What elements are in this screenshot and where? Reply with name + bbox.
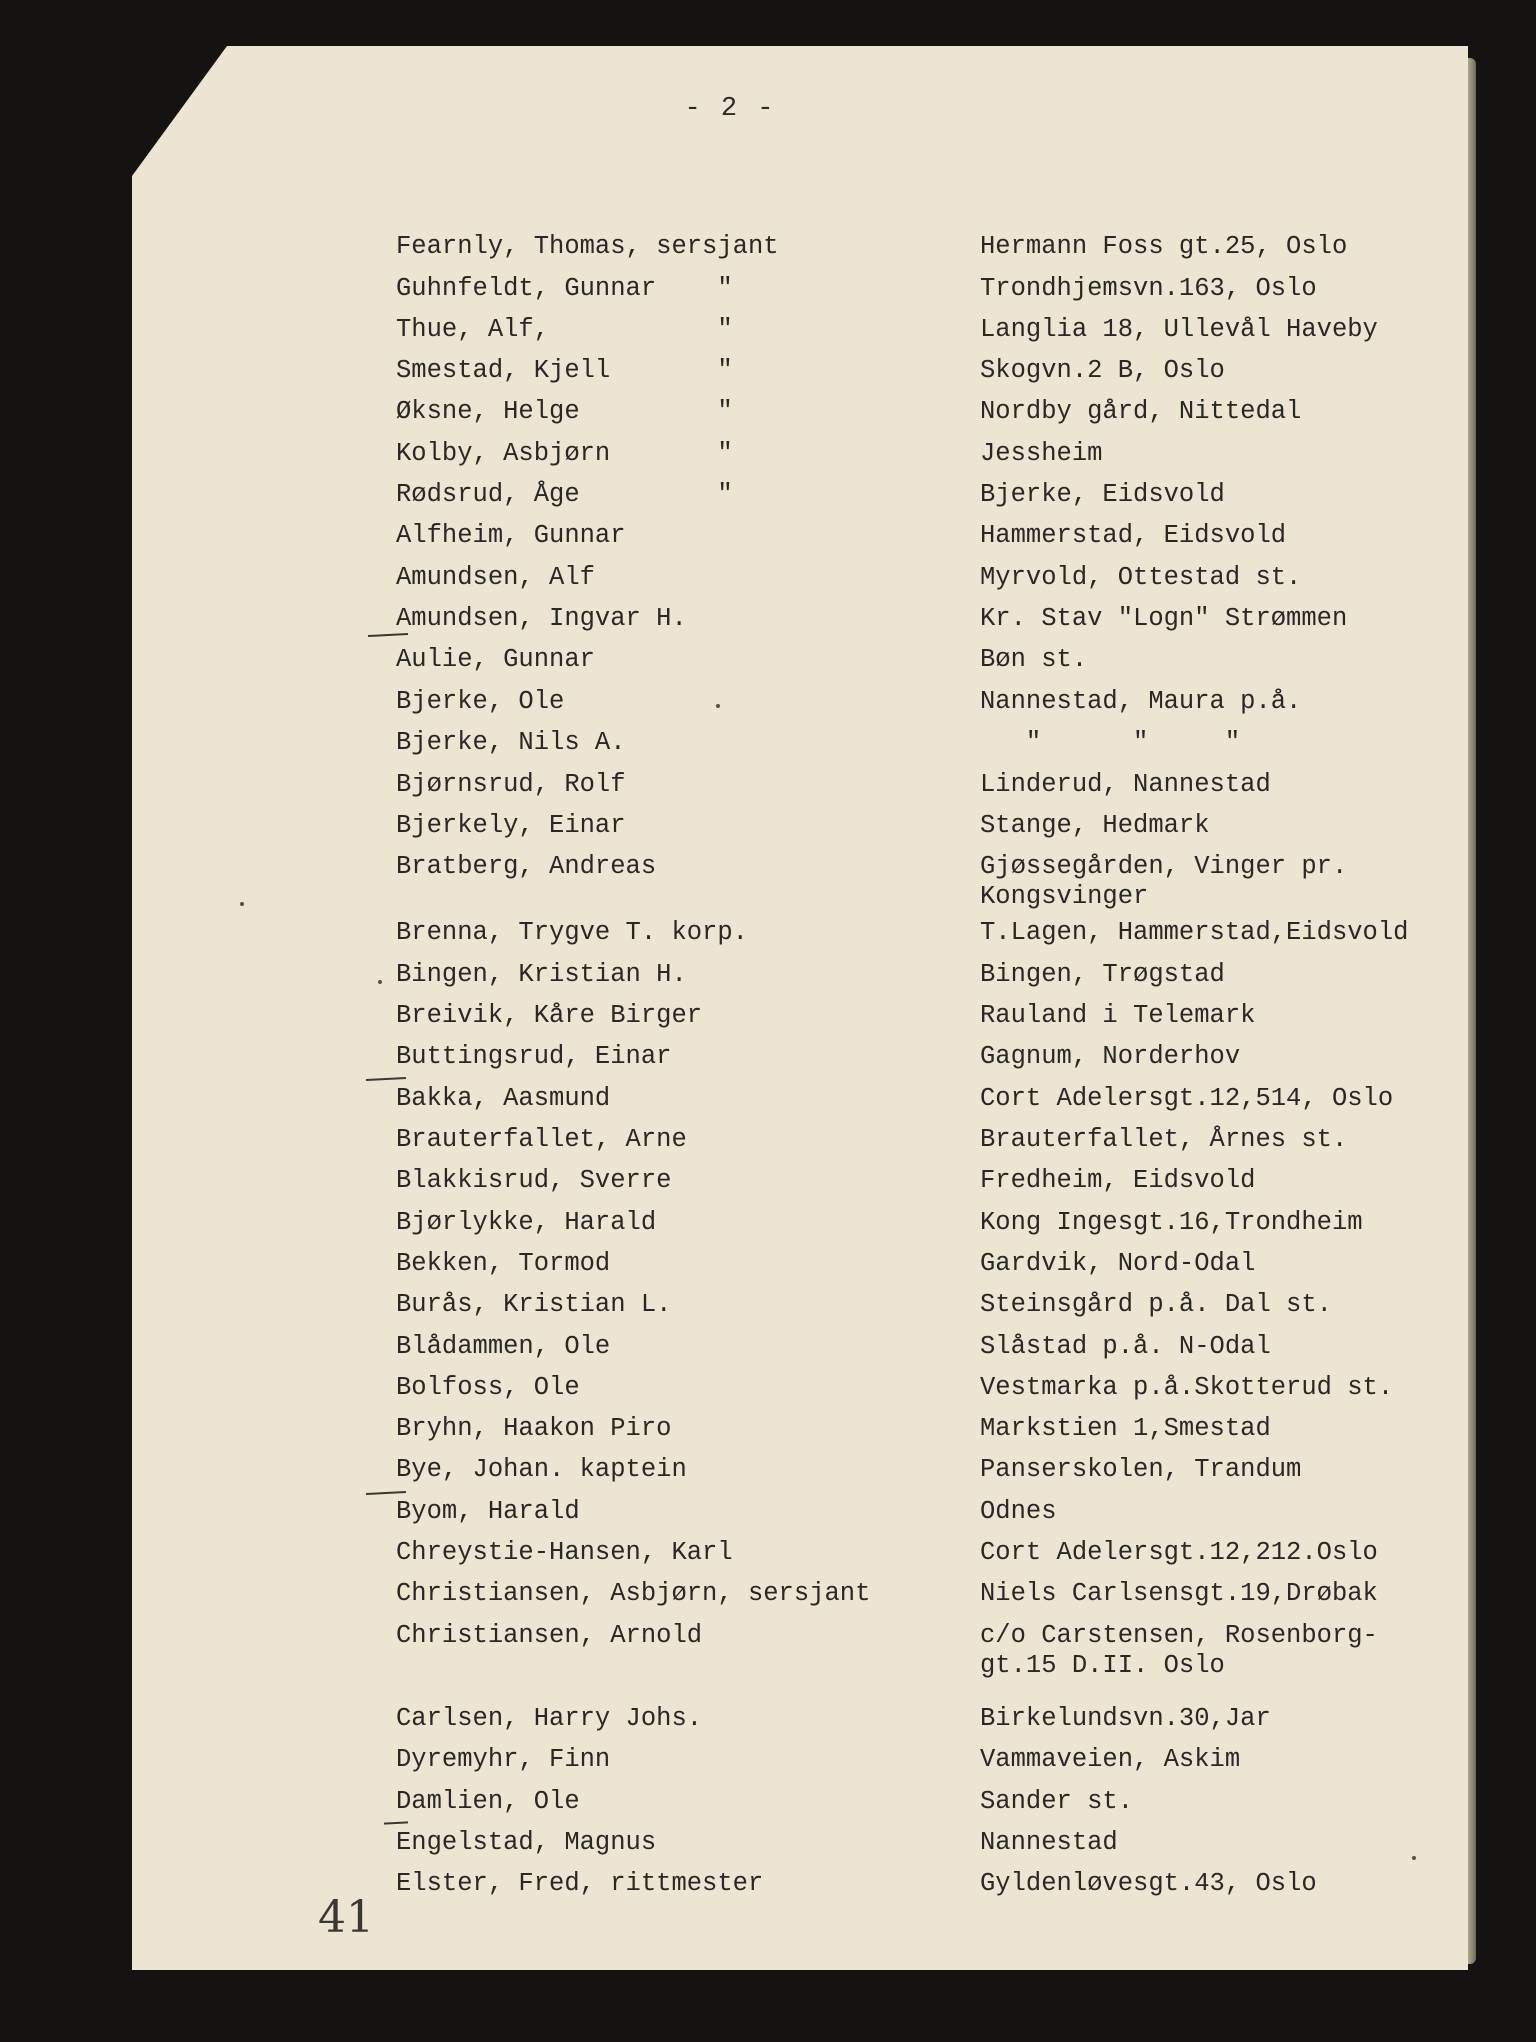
entry-name: Bakka, Aasmund [396, 1084, 611, 1113]
entry-name: Bjørlykke, Harald [396, 1208, 657, 1237]
entry-row [0, 811, 1536, 851]
entry-name: Fearnly, Thomas, sersjant [396, 232, 779, 261]
entry-address: Cort Adelersgt.12,212.Oslo [980, 1538, 1378, 1567]
entry-address: Stange, Hedmark [980, 811, 1210, 840]
entry-name: Rødsrud, Åge " [396, 480, 733, 509]
entry-row [0, 1745, 1536, 1785]
entry-row [0, 356, 1536, 396]
entry-address: Bjerke, Eidsvold [980, 480, 1225, 509]
entry-row [0, 1497, 1536, 1537]
entry-address: Linderud, Nannestad [980, 770, 1271, 799]
entry-row [0, 1414, 1536, 1454]
entry-name: Byom, Harald [396, 1497, 580, 1526]
entry-address: Kr. Stav "Logn" Strømmen [980, 604, 1348, 633]
entry-name: Christiansen, Arnold [396, 1621, 703, 1650]
entry-row [0, 918, 1536, 958]
entry-name: Amundsen, Alf [396, 563, 595, 592]
entry-address-continued: Kongsvinger [980, 882, 1149, 911]
entry-row [0, 397, 1536, 437]
entry-name: Bekken, Tormod [396, 1249, 611, 1278]
entry-row [0, 1704, 1536, 1744]
entry-address: Fredheim, Eidsvold [980, 1166, 1256, 1195]
entry-address: T.Lagen, Hammerstad,Eidsvold [980, 918, 1409, 947]
entry-row [0, 1538, 1536, 1578]
entry-row [0, 852, 1536, 911]
stray-dot [716, 704, 720, 708]
entry-row [0, 1621, 1536, 1680]
handwritten-number: 41 [318, 1892, 374, 1943]
entry-row [0, 1579, 1536, 1619]
entry-address: Odnes [980, 1497, 1057, 1526]
entry-name: Kolby, Asbjørn " [396, 439, 733, 468]
entry-row [0, 960, 1536, 1000]
entry-row [0, 1249, 1536, 1289]
entry-address: Gyldenløvesgt.43, Oslo [980, 1869, 1317, 1898]
entry-row [0, 1125, 1536, 1165]
entry-name: Blådammen, Ole [396, 1332, 611, 1361]
entry-address: Bøn st. [980, 645, 1088, 674]
entry-row [0, 1084, 1536, 1124]
entry-name: Brauterfallet, Arne [396, 1125, 687, 1154]
entry-row [0, 770, 1536, 810]
entry-name: Bjørnsrud, Rolf [396, 770, 626, 799]
entry-row [0, 645, 1536, 685]
entry-name: Amundsen, Ingvar H. [396, 604, 687, 633]
entry-row [0, 728, 1536, 768]
entry-address: Vestmarka p.å.Skotterud st. [980, 1373, 1394, 1402]
entry-name: Chreystie-Hansen, Karl [396, 1538, 733, 1567]
entry-address: Myrvold, Ottestad st. [980, 563, 1302, 592]
entry-address: Gjøssegården, Vinger pr. [980, 852, 1348, 881]
entry-address: Langlia 18, Ullevål Haveby [980, 315, 1378, 344]
entry-address: Nannestad [980, 1828, 1118, 1857]
entry-row [0, 1001, 1536, 1041]
entry-name: Bingen, Kristian H. [396, 960, 687, 989]
entry-address: Kong Ingesgt.16,Trondheim [980, 1208, 1363, 1237]
entry-address: Nannestad, Maura p.å. [980, 687, 1302, 716]
entry-address: Markstien 1,Smestad [980, 1414, 1271, 1443]
entry-address: Skogvn.2 B, Oslo [980, 356, 1225, 385]
entry-row [0, 480, 1536, 520]
entry-name: Bjerkely, Einar [396, 811, 626, 840]
entry-row [0, 1787, 1536, 1827]
entry-name: Buttingsrud, Einar [396, 1042, 672, 1071]
entry-name: Engelstad, Magnus [396, 1828, 657, 1857]
entry-row [0, 1332, 1536, 1372]
entry-address: Jessheim [980, 439, 1103, 468]
entry-row [0, 1166, 1536, 1206]
entry-address-continued: gt.15 D.II. Oslo [980, 1651, 1225, 1680]
entry-address: Sander st. [980, 1787, 1134, 1816]
entry-row [0, 274, 1536, 314]
entry-row [0, 1042, 1536, 1082]
entry-name: Thue, Alf, " [396, 315, 733, 344]
entry-address: Gardvik, Nord-Odal [980, 1249, 1256, 1278]
entry-name: Guhnfeldt, Gunnar " [396, 274, 733, 303]
entry-address: Slåstad p.å. N-Odal [980, 1332, 1271, 1361]
stray-dot [378, 980, 382, 984]
entry-address: Rauland i Telemark [980, 1001, 1256, 1030]
entry-address: Brauterfallet, Årnes st. [980, 1125, 1348, 1154]
entry-address: Vammaveien, Askim [980, 1745, 1241, 1774]
entry-row [0, 604, 1536, 644]
entry-name: Breivik, Kåre Birger [396, 1001, 703, 1030]
entry-address: Gagnum, Norderhov [980, 1042, 1241, 1071]
entry-name: Alfheim, Gunnar [396, 521, 626, 550]
entry-name: Elster, Fred, rittmester [396, 1869, 764, 1898]
entry-row [0, 439, 1536, 479]
entry-row [0, 1290, 1536, 1330]
entry-name: Bratberg, Andreas [396, 852, 657, 881]
entry-row [0, 1208, 1536, 1248]
entry-name: Bjerke, Ole [396, 687, 565, 716]
entry-name: Bryhn, Haakon Piro [396, 1414, 672, 1443]
entry-address: " " " [980, 728, 1241, 757]
entry-name: Burås, Kristian L. [396, 1290, 672, 1319]
entry-row [0, 1869, 1536, 1909]
entry-address: Cort Adelersgt.12,514, Oslo [980, 1084, 1394, 1113]
entry-address: Hermann Foss gt.25, Oslo [980, 232, 1348, 261]
entry-row [0, 687, 1536, 727]
page-number: - 2 - [684, 94, 776, 124]
entry-name: Øksne, Helge " [396, 397, 733, 426]
entry-address: Steinsgård p.å. Dal st. [980, 1290, 1332, 1319]
entry-row [0, 521, 1536, 561]
entry-name: Christiansen, Asbjørn, sersjant [396, 1579, 871, 1608]
entry-address: Birkelundsvn.30,Jar [980, 1704, 1271, 1733]
entry-row [0, 1828, 1536, 1868]
entry-address: Nordby gård, Nittedal [980, 397, 1302, 426]
entry-row [0, 315, 1536, 355]
entry-name: Damlien, Ole [396, 1787, 580, 1816]
entry-row [0, 1373, 1536, 1413]
entry-name: Brenna, Trygve T. korp. [396, 918, 748, 947]
entry-address: Panserskolen, Trandum [980, 1455, 1302, 1484]
entry-address: Trondhjemsvn.163, Oslo [980, 274, 1317, 303]
entry-name: Carlsen, Harry Johs. [396, 1704, 703, 1733]
entry-row [0, 563, 1536, 603]
entry-name: Aulie, Gunnar [396, 645, 595, 674]
entry-row [0, 1455, 1536, 1495]
entry-name: Bjerke, Nils A. [396, 728, 626, 757]
stray-dot [1412, 1856, 1416, 1860]
entry-address: Bingen, Trøgstad [980, 960, 1225, 989]
entry-address: c/o Carstensen, Rosenborg- [980, 1621, 1378, 1650]
stray-dot [240, 902, 244, 906]
entry-address: Hammerstad, Eidsvold [980, 521, 1287, 550]
entry-address: Niels Carlsensgt.19,Drøbak [980, 1579, 1378, 1608]
entry-name: Smestad, Kjell " [396, 356, 733, 385]
entry-name: Dyremyhr, Finn [396, 1745, 611, 1774]
entry-row [0, 232, 1536, 272]
entry-name: Bolfoss, Ole [396, 1373, 580, 1402]
entry-name: Blakkisrud, Sverre [396, 1166, 672, 1195]
entry-name: Bye, Johan. kaptein [396, 1455, 687, 1484]
